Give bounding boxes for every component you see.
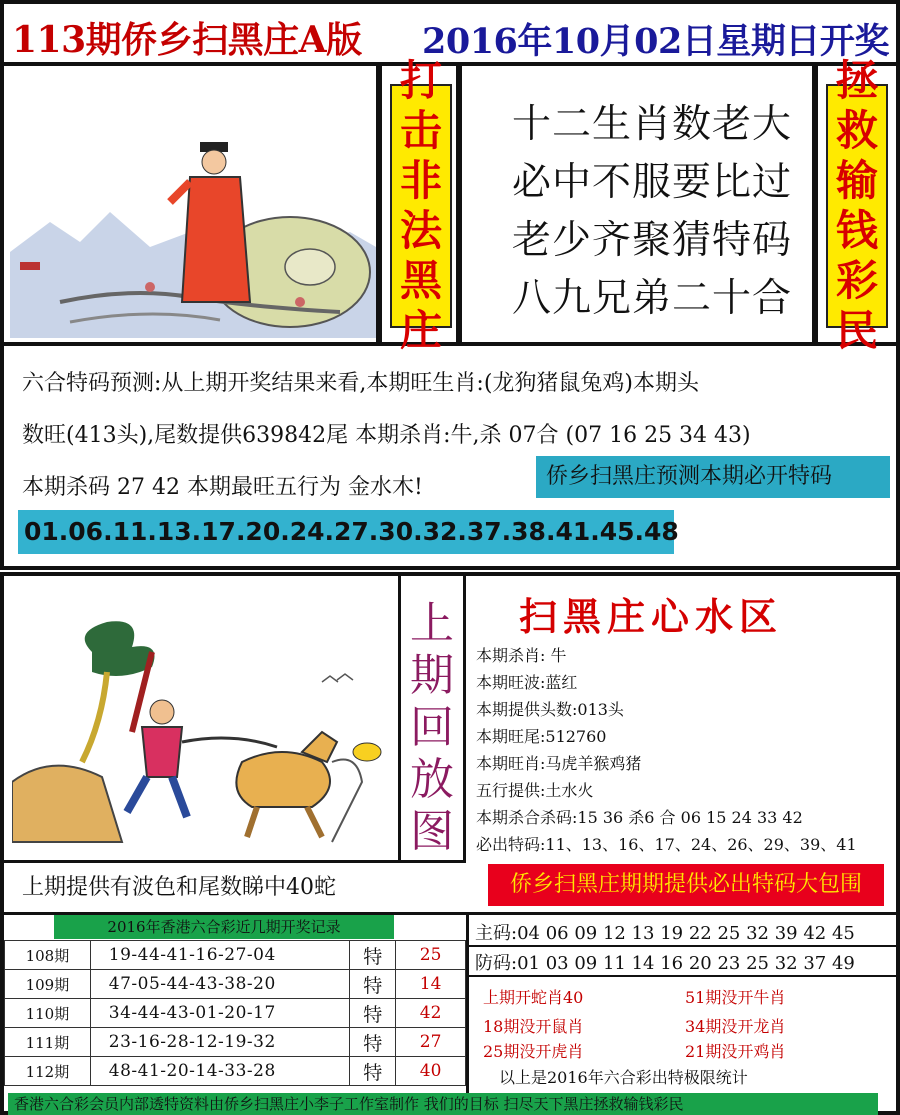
poem-line: 必中不服要比过 <box>512 160 793 205</box>
prediction-line: 六合特码预测:从上期开奖结果来看,本期旺生肖:(龙狗猪鼠兔鸡)本期头 <box>22 371 699 396</box>
prediction-line: 数旺(413头),尾数提供639842尾 本期杀肖:牛,杀 07合 (07 16 25 34 43) <box>22 423 751 448</box>
stat-row: 本期旺尾:512760 <box>476 727 607 746</box>
defense-codes: 防码:01 03 09 11 14 16 20 23 25 32 37 49 <box>475 953 855 974</box>
table-row <box>5 1028 466 1057</box>
special-label: 特 <box>350 970 396 999</box>
special-number: 40 <box>396 1057 466 1086</box>
lower-panel <box>0 572 900 1115</box>
period-cell: 108期 <box>5 941 91 970</box>
missing-stat: 21期没开鸡肖 <box>685 1042 786 1061</box>
scholar-illustration <box>10 72 376 338</box>
header-bar <box>0 0 900 66</box>
banner-save-players: 拯 救 输 钱 彩 民 <box>826 84 888 328</box>
numbers-cell: 47-05-44-43-38-20 <box>90 970 350 999</box>
period-cell: 112期 <box>5 1057 91 1086</box>
divider <box>812 66 818 342</box>
predicted-numbers: 01.06.11.13.17.20.24.27.30.32.37.38.41.45.48 <box>18 510 674 554</box>
missing-stat: 51期没开牛肖 <box>685 988 786 1007</box>
table-row <box>5 1057 466 1086</box>
results-title: 2016年香港六合彩近几期开奖记录 <box>54 915 394 939</box>
special-number: 42 <box>396 999 466 1028</box>
prediction-line: 本期杀码 27 42 本期最旺五行为 金水木! <box>22 475 423 500</box>
numbers-cell: 19-44-41-16-27-04 <box>90 941 350 970</box>
issue-title: 113期侨乡扫黑庄A版 <box>12 19 362 61</box>
footer-banner: 香港六合彩会员内部透特资料由侨乡扫黑庄小李子工作室制作 我们的目标 扫尽天下黑庄拯救输钱彩民 <box>8 1093 878 1115</box>
numbers-cell: 23-16-28-12-19-32 <box>90 1028 350 1057</box>
special-label: 特 <box>350 1028 396 1057</box>
period-cell: 109期 <box>5 970 91 999</box>
stat-row: 必出特码:11、13、16、17、24、26、29、39、41 <box>476 835 857 854</box>
prediction-banner: 侨乡扫黑庄预测本期必开特码 <box>536 456 890 498</box>
table-row <box>5 970 466 999</box>
main-codes: 主码:04 06 09 12 13 19 22 25 32 39 42 45 <box>475 923 855 944</box>
divider <box>376 66 382 342</box>
numbers-cell: 48-41-20-14-33-28 <box>90 1057 350 1086</box>
stat-row: 本期旺波:蓝红 <box>476 673 578 692</box>
special-label: 特 <box>350 941 396 970</box>
results-table <box>4 940 466 1086</box>
special-label: 特 <box>350 1057 396 1086</box>
special-number: 27 <box>396 1028 466 1057</box>
stats-note: 以上是2016年六合彩出特极限统计 <box>499 1068 748 1087</box>
stat-row: 本期提供头数:013头 <box>476 700 624 719</box>
section-title: 扫黑庄心水区 <box>519 594 784 639</box>
last-review-column: 上 期 回 放 图 <box>398 576 466 860</box>
last-hit-note: 上期提供有波色和尾数睇中40蛇 <box>4 860 466 912</box>
poem-line: 十二生肖数老大 <box>512 102 793 147</box>
special-number: 25 <box>396 941 466 970</box>
stat-row: 五行提供:土水火 <box>476 781 594 800</box>
draw-date: 2016年10月02日星期日开奖 <box>422 21 889 62</box>
table-row <box>5 941 466 970</box>
period-cell: 110期 <box>5 999 91 1028</box>
numbers-cell: 34-44-43-01-20-17 <box>90 999 350 1028</box>
table-row <box>5 999 466 1028</box>
banner-fight-illegal: 打 击 非 法 黑 庄 <box>390 84 452 328</box>
red-banner: 侨乡扫黑庄期期提供必出特码大包围 <box>488 864 884 906</box>
poem-block <box>512 96 792 328</box>
missing-stat: 34期没开龙肖 <box>685 1017 786 1036</box>
stat-row: 本期杀肖: 牛 <box>476 646 567 665</box>
divider <box>469 945 899 947</box>
missing-stat: 25期没开虎肖 <box>483 1042 584 1061</box>
missing-stat: 18期没开鼠肖 <box>483 1017 584 1036</box>
prediction-panel <box>0 346 900 570</box>
stat-row: 本期旺肖:马虎羊猴鸡猪 <box>476 754 642 773</box>
special-number: 14 <box>396 970 466 999</box>
stats-list <box>476 642 857 858</box>
codes-panel <box>466 915 896 1115</box>
period-cell: 111期 <box>5 1028 91 1057</box>
divider <box>456 66 462 342</box>
poem-line: 老少齐聚猜特码 <box>512 218 793 263</box>
poem-line: 八九兄弟二十合 <box>512 276 793 321</box>
boy-horse-illustration <box>12 612 392 852</box>
stat-row: 本期杀合杀码:15 36 杀6 合 06 15 24 33 42 <box>476 808 803 827</box>
divider <box>469 975 899 977</box>
special-label: 特 <box>350 999 396 1028</box>
top-panel <box>0 56 900 355</box>
missing-stat: 上期开蛇肖40 <box>483 988 584 1007</box>
